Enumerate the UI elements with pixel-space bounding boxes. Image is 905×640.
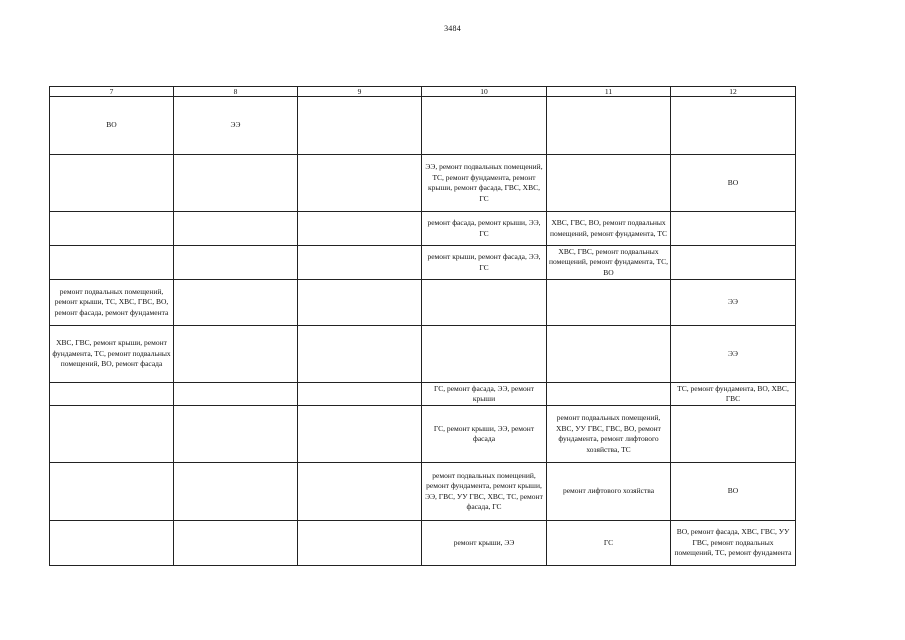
table-cell [298, 212, 422, 246]
column-header-11: 11 [547, 87, 671, 97]
table-cell: ГС, ремонт крыши, ЭЭ, ремонт фасада [422, 406, 547, 463]
table-cell [298, 406, 422, 463]
table-cell [671, 246, 796, 280]
table-cell: ЭЭ [671, 280, 796, 326]
table-cell [671, 406, 796, 463]
table-cell [50, 521, 174, 566]
table-cell: ремонт фасада, ремонт крыши, ЭЭ, ГС [422, 212, 547, 246]
table-cell [298, 326, 422, 383]
table-cell [547, 280, 671, 326]
table-cell: ХВС, ГВС, ремонт подвальных помещений, ремонт фундамента, ТС, ВО [547, 246, 671, 280]
table-row [50, 246, 796, 280]
table-cell: ВО, ремонт фасада, ХВС, ГВС, УУ ГВС, ремонт подвальных помещений, ТС, ремонт фундамента [671, 521, 796, 566]
table-row [50, 155, 796, 212]
table-cell [671, 97, 796, 155]
table-cell: ТС, ремонт фундамента, ВО, ХВС, ГВС [671, 383, 796, 406]
table-cell [174, 521, 298, 566]
table-cell [174, 246, 298, 280]
table-cell [547, 326, 671, 383]
table-cell [298, 463, 422, 521]
table-cell [422, 97, 547, 155]
table-cell: ремонт подвальных помещений, ремонт крыши, ТС, ХВС, ГВС, ВО, ремонт фасада, ремонт фундамента [50, 280, 174, 326]
table-cell: ВО [671, 463, 796, 521]
table-row [50, 326, 796, 383]
table-cell: ХВС, ГВС, ремонт крыши, ремонт фундамента, ТС, ремонт подвальных помещений, ВО, ремонт фасада [50, 326, 174, 383]
column-header-12: 12 [671, 87, 796, 97]
table-row [50, 463, 796, 521]
table-cell: ГС [547, 521, 671, 566]
column-header-9: 9 [298, 87, 422, 97]
data-table [49, 86, 796, 566]
table-cell [174, 155, 298, 212]
table-cell [50, 463, 174, 521]
table-cell [547, 155, 671, 212]
table-cell [298, 280, 422, 326]
table-cell [298, 246, 422, 280]
table-cell [50, 155, 174, 212]
column-number-row [50, 87, 796, 97]
table-cell [547, 383, 671, 406]
table-cell: ВО [50, 97, 174, 155]
table-cell [547, 97, 671, 155]
table-cell [50, 212, 174, 246]
page-number: 3484 [444, 24, 461, 33]
table-cell [174, 326, 298, 383]
table-cell: ремонт подвальных помещений, ХВС, УУ ГВС, ГВС, ВО, ремонт фундамента, ремонт лифтового хозяйства, ТС [547, 406, 671, 463]
table-cell [50, 383, 174, 406]
table-cell: ЭЭ [671, 326, 796, 383]
table-cell [174, 383, 298, 406]
table-cell: ЭЭ, ремонт подвальных помещений, ТС, ремонт фундамента, ремонт крыши, ремонт фасада, ГВС, ХВС, ГС [422, 155, 547, 212]
table-cell [174, 280, 298, 326]
table-cell: ХВС, ГВС, ВО, ремонт подвальных помещений, ремонт фундамента, ТС [547, 212, 671, 246]
table-cell [174, 463, 298, 521]
table-row [50, 97, 796, 155]
column-header-10: 10 [422, 87, 547, 97]
table-cell [50, 246, 174, 280]
table-cell [422, 326, 547, 383]
table-cell: ремонт лифтового хозяйства [547, 463, 671, 521]
table-row [50, 212, 796, 246]
table-cell [174, 406, 298, 463]
table-cell: ремонт крыши, ремонт фасада, ЭЭ, ГС [422, 246, 547, 280]
table-cell: ВО [671, 155, 796, 212]
table-cell [174, 212, 298, 246]
table-cell [298, 97, 422, 155]
table-cell [50, 406, 174, 463]
table-row [50, 406, 796, 463]
column-header-8: 8 [174, 87, 298, 97]
table-row [50, 383, 796, 406]
table-cell [298, 383, 422, 406]
table-cell [422, 280, 547, 326]
table-cell: ЭЭ [174, 97, 298, 155]
table-cell [298, 521, 422, 566]
column-header-7: 7 [50, 87, 174, 97]
table-row [50, 521, 796, 566]
table-cell: ремонт крыши, ЭЭ [422, 521, 547, 566]
table-cell: ремонт подвальных помещений, ремонт фундамента, ремонт крыши, ЭЭ, ГВС, УУ ГВС, ХВС, ТС, ремонт фасада, ГС [422, 463, 547, 521]
table-cell [298, 155, 422, 212]
table-row [50, 280, 796, 326]
table-cell: ГС, ремонт фасада, ЭЭ, ремонт крыши [422, 383, 547, 406]
table-cell [671, 212, 796, 246]
